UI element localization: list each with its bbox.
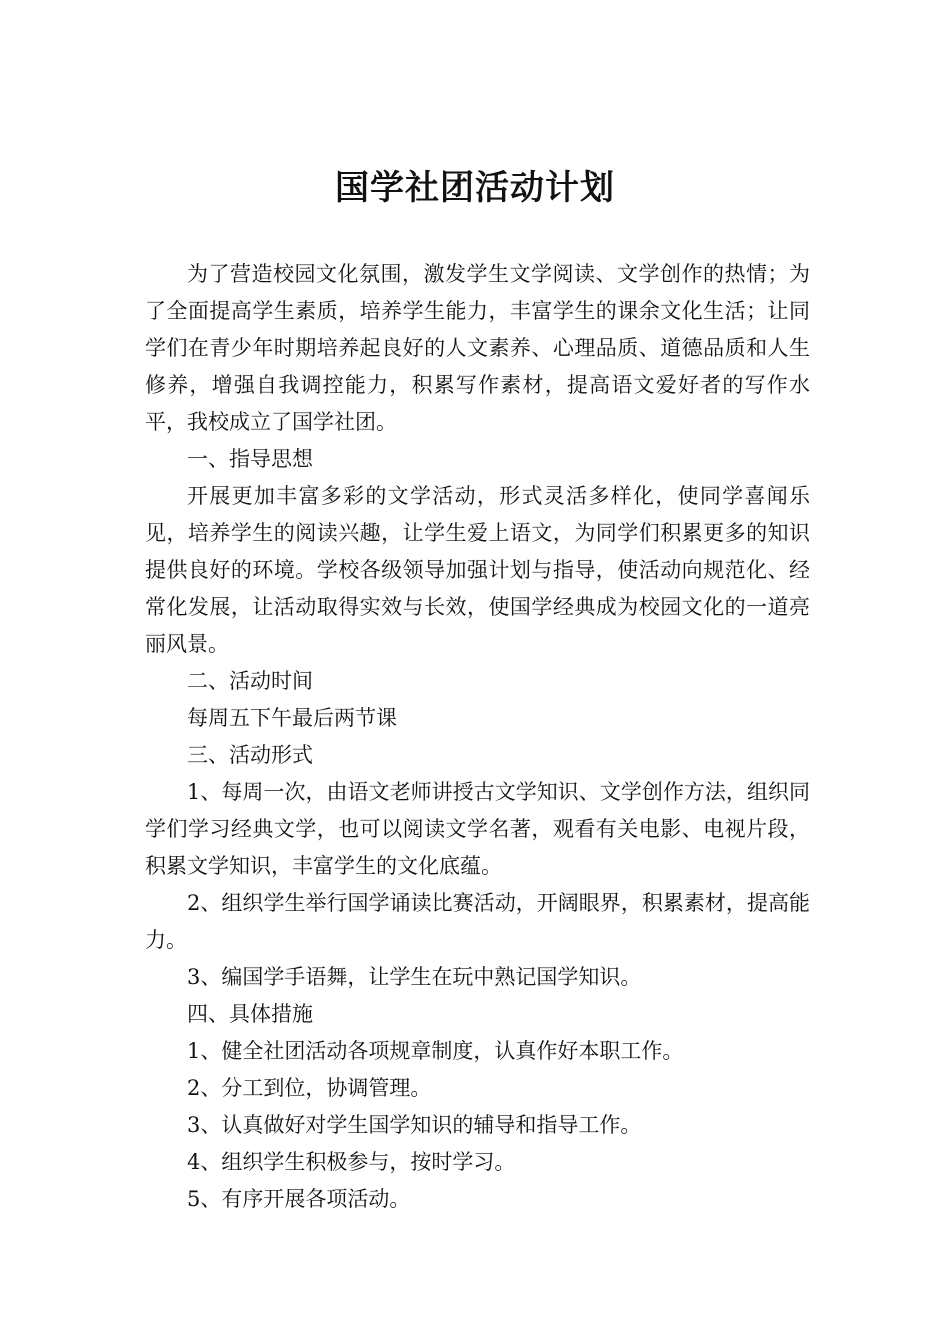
- activity-form-item: 1、每周一次，由语文老师讲授古文学知识、文学创作方法，组织同学们学习经典文学，也可以阅读文学名著，观看有关电影、电视片段，积累文学知识，丰富学生的文化底蕴。: [145, 780, 810, 878]
- intro-paragraph: 为了营造校园文化氛围，激发学生文学阅读、文学创作的热情；为了全面提高学生素质，培养学生能力，丰富学生的课余文化生活；让同学们在青少年时期培养起良好的人文素养、心理品质、道德品质和人生修养，增强自我调控能力，积累写作素材，提高语文爱好者的写作水平，我校成立了国学社团。: [145, 262, 810, 434]
- activity-form-item: 3、编国学手语舞，让学生在玩中熟记国学知识。: [187, 965, 642, 989]
- measure-item: 5、有序开展各项活动。: [187, 1187, 411, 1211]
- section-heading-activity-time: 二、活动时间: [187, 669, 313, 693]
- section-text-guiding-thought: 开展更加丰富多彩的文学活动，形式灵活多样化，使同学喜闻乐见，培养学生的阅读兴趣，让学生爱上语文，为同学们积累更多的知识提供良好的环境。学校各级领导加强计划与指导，使活动向规范化、经常化发展，让活动取得实效与长效，使国学经典成为校园文化的一道亮丽风景。: [145, 484, 810, 656]
- section-heading-activity-form: 三、活动形式: [187, 743, 313, 767]
- document-title: 国学社团活动计划: [335, 168, 615, 208]
- section-heading-guiding-thought: 一、指导思想: [187, 447, 313, 471]
- measure-item: 3、认真做好对学生国学知识的辅导和指导工作。: [187, 1113, 642, 1137]
- section-heading-measures: 四、具体措施: [187, 1002, 313, 1026]
- measure-item: 2、分工到位，协调管理。: [187, 1076, 432, 1100]
- section-text-activity-time: 每周五下午最后两节课: [187, 706, 397, 730]
- measure-item: 4、组织学生积极参与，按时学习。: [187, 1150, 516, 1174]
- activity-form-item: 2、组织学生举行国学诵读比赛活动，开阔眼界，积累素材，提高能力。: [145, 891, 810, 952]
- measure-item: 1、健全社团活动各项规章制度，认真作好本职工作。: [187, 1039, 684, 1063]
- document-body: [145, 256, 810, 1218]
